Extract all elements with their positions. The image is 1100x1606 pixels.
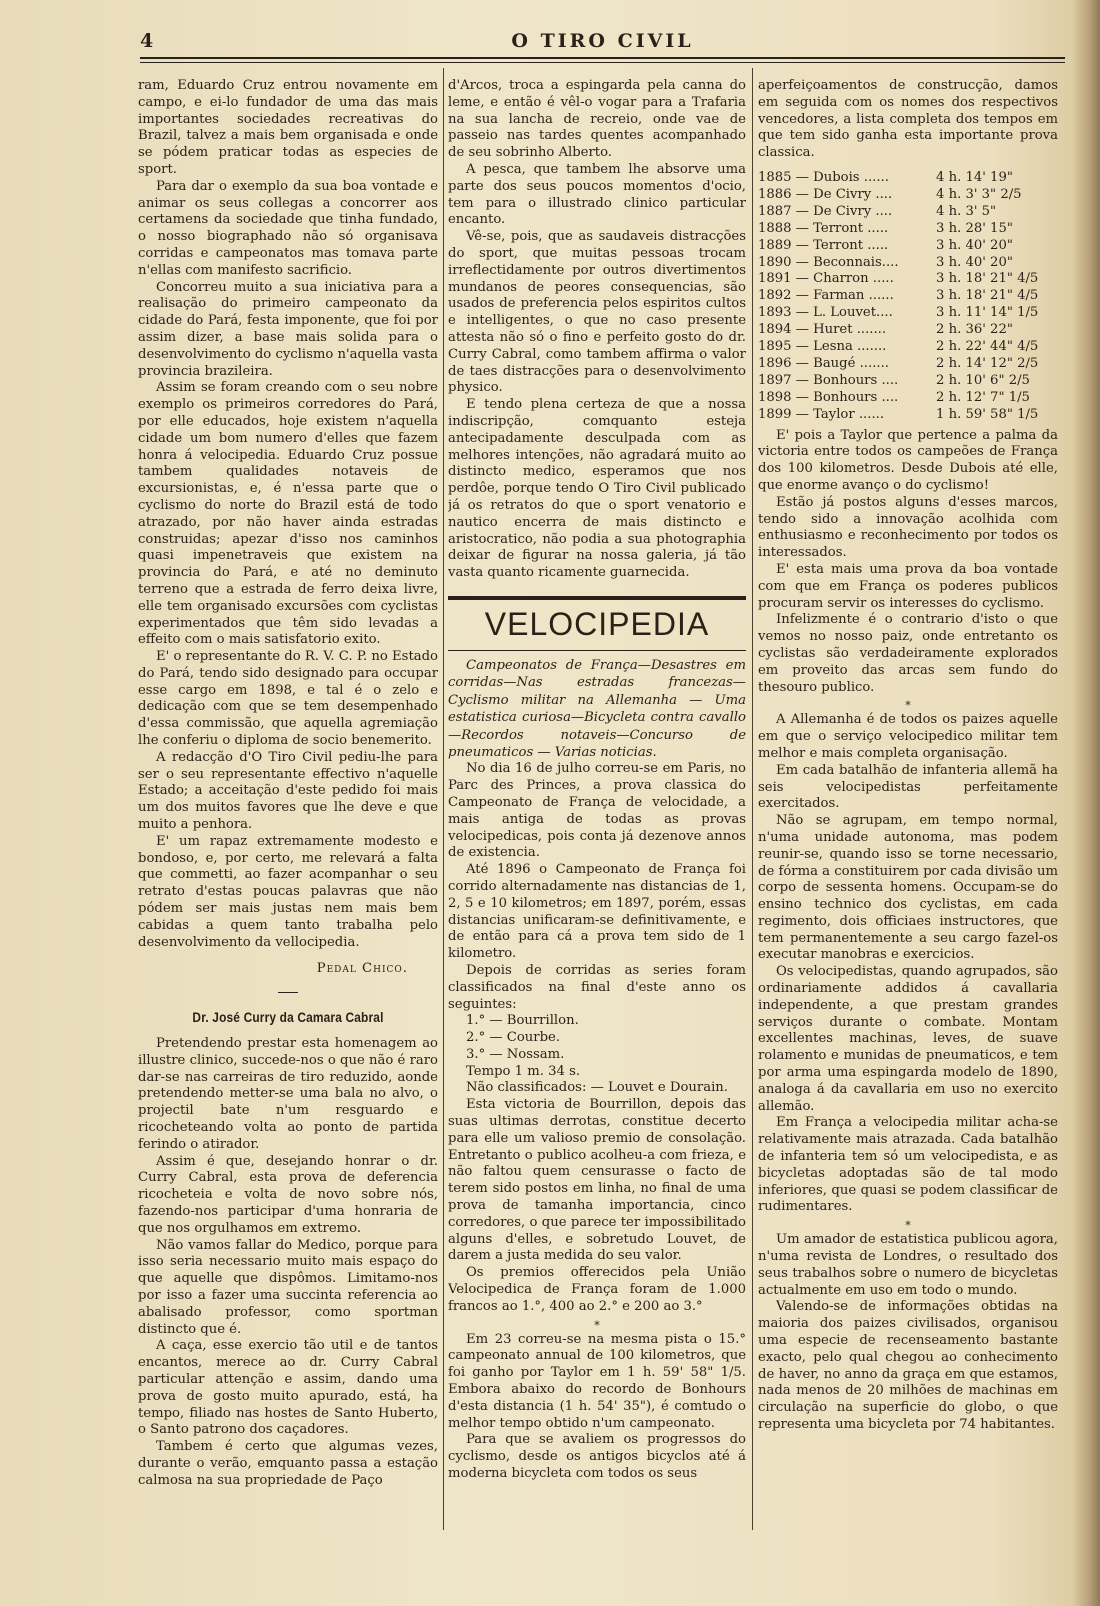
paragraph: Pretendendo prestar esta homenagem ao illustre clinico, succede-nos o que não é raro dar-se nas carreiras de tiro reduzido, aonde pretendendo metter-se uma bala no alvo, o projectil bate n'um resguardo e ricocheteando volta ao ponto de partida ferindo o atirador.: [138, 1036, 438, 1152]
table-row: [758, 373, 1058, 390]
column-divider: [443, 68, 444, 1530]
column-right: [758, 78, 1058, 1578]
table-row: [758, 390, 1058, 407]
result-year-winner: 1894 — Huret .......: [758, 322, 887, 338]
result-time: 3 h. 18' 21" 4/5: [936, 288, 1039, 304]
paragraph: Para dar o exemplo da sua boa vontade e animar os seus collegas a concorrer aos certamens da sociedade que tinha fundado, o nosso biographado não só organisava corridas e campeonatos mas tomava parte n'ellas com manifesto sacrificio.: [138, 178, 438, 278]
paragraph: Assim se foram creando com o seu nobre exemplo os primeiros corredores do Pará, por elle educados, hoje existem n'aquella cidade um bom numero d'elles que fazem honra á velocipedia. Eduardo Cruz possue tambem qualidades notaveis de excursionistas, e, é n'essa parte que o cyclismo do norte do Brazil está de todo atrazado, por não haver ainda estradas construidas; apezar d'isso nos caminhos quasi impenetraveis que existem na provincia do Pará, e até no deminuto terreno que a estrada de ferro deixa livre, elle tem organisado excursões com cyclistas experimentados que têm sido levadas a effeito com o mais satisfatorio exito.: [138, 380, 438, 648]
result-year-winner: 1886 — De Civry ....: [758, 186, 893, 202]
paragraph: d'Arcos, troca a espingarda pela canna do leme, e então é vêl-o vogar para a Trafaria na sua lancha de recreio, onde vae de passeio nas tardes quentes acompanhado de seu sobrinho Alberto.: [448, 78, 746, 161]
paragraph: Não se agrupam, em tempo normal, n'uma unidade autonoma, mas podem reunir-se, quando isso se torne necessario, de fórma a constituirem por cada divisão um corpo de sessenta homens. Occupam-se do ensino technico dos cyclistas, em cada regimento, dois officiaes instructores, que tem permanentemente a seu cargo fazel-os executar manobras e exercicios.: [758, 813, 1058, 963]
column-divider: [752, 68, 753, 1530]
table-row: [758, 407, 1058, 424]
list-item: 2.° — Courbe.: [466, 1030, 561, 1046]
paragraph: Em cada batalhão de infanteria allemã ha seis velocipedistas perfeitamente exercitados.: [758, 762, 1058, 812]
table-row: [758, 305, 1058, 322]
table-row: [758, 221, 1058, 238]
table-row: [758, 238, 1058, 255]
result-year-winner: 1887 — De Civry ....: [758, 203, 893, 219]
table-row: [758, 356, 1058, 373]
result-year-winner: 1891 — Charron .....: [758, 271, 894, 287]
paragraph: aperfeiçoamentos de construcção, damos em seguida com os nomes dos respectivos vencedores, a lista completa dos tempos em que tem sido ganha esta importante prova classica.: [758, 78, 1058, 161]
paragraph: Não vamos fallar do Medico, porque para isso seria necessario muito mais espaço do que aquelle que dispômos. Limitamo-nos por isso a fazer uma succinta referencia ao abalisado professor, como sportman distincto que é.: [138, 1237, 438, 1337]
section-asterisk: *: [905, 1219, 911, 1233]
result-year-winner: 1890 — Beconnais....: [758, 254, 899, 270]
result-year-winner: 1885 — Dubois ......: [758, 169, 889, 185]
paragraph: A Allemanha é de todos os paizes aquelle em que o serviço velocipedico militar tem melhor e mais completa organisação.: [758, 712, 1058, 761]
paragraph: A caça, esse exercio tão util e de tantos encantos, merece ao dr. Curry Cabral particular attenção e assim, dando uma prova de gosto muito apurado, está, ha tempo, filiado nas hostes de Santo Huberto, o Santo patrono dos caçadores.: [138, 1338, 438, 1438]
page-header: [140, 30, 1065, 54]
section-rule-thick: [448, 596, 746, 600]
author-signature: Pedal Chico.: [316, 961, 408, 977]
result-time: 2 h. 36' 22": [936, 322, 1013, 338]
result-time: 2 h. 10' 6" 2/5: [936, 372, 1030, 388]
table-row: [758, 339, 1058, 356]
result-time: 3 h. 18' 21" 4/5: [936, 271, 1039, 287]
journal-title: O TIRO CIVIL: [511, 30, 694, 52]
paragraph: Tambem é certo que algumas vezes, durante o verão, emquanto passa a estação calmosa na sua propriedade de Paço: [138, 1439, 438, 1488]
paragraph: Até 1896 o Campeonato de França foi corrido alternadamente nas distancias de 1, 2, 5 e 10 kilometros; em 1897, porém, essas distancias unificaram-se definitivamente, e de então para cá a prova tem sido de 1 kilometro.: [448, 862, 746, 962]
result-time: 3 h. 40' 20": [936, 237, 1013, 253]
page-binding-shadow: [1072, 0, 1100, 1606]
result-year-winner: 1895 — Lesna .......: [758, 339, 887, 355]
table-row: [758, 204, 1058, 221]
result-year-winner: 1898 — Bonhours ....: [758, 389, 899, 405]
result-year-winner: 1893 — L. Louvet....: [758, 305, 893, 321]
result-time: 4 h. 3' 5": [936, 203, 997, 219]
paragraph: E' um rapaz extremamente modesto e bondoso, e, por certo, me relevará a falta que commetti, ao fazer acompanhar o seu retrato d'estas poucas palavras que não pódem ser mais justas nem mais bem cabidas a quem tanto trabalha pelo desenvolvimento da vellocipedia.: [138, 833, 438, 950]
table-row: [758, 255, 1058, 272]
section-asterisk: *: [594, 1318, 600, 1332]
list-item: 1.° — Bourrillon.: [466, 1013, 579, 1029]
result-time: 2 h. 22' 44" 4/5: [936, 339, 1039, 355]
list-item: Tempo 1 m. 34 s.: [466, 1063, 581, 1079]
table-row: [758, 271, 1058, 288]
result-year-winner: 1892 — Farman ......: [758, 288, 894, 304]
result-time: 4 h. 3' 3" 2/5: [936, 186, 1022, 202]
table-row: [758, 170, 1058, 187]
column-left: [138, 78, 438, 1578]
paragraph: ram, Eduardo Cruz entrou novamente em campo, e ei-lo fundador de uma das mais importantes sociedades recreativas do Brazil, talvez a mais bem organisada e onde se pódem praticar todas as especies de sport.: [138, 78, 438, 177]
paragraph: Estão já postos alguns d'esses marcos, tendo sido a innovação acolhida com enthusiasmo e reconhecimento por todos os interessados.: [758, 494, 1058, 561]
result-year-winner: 1896 — Baugé .......: [758, 355, 889, 371]
result-year-winner: 1889 — Terront .....: [758, 237, 889, 253]
paragraph: Em França a velocipedia militar acha-se relativamente mais atrazada. Cada batalhão de infanteria tem só um velocipedista, e as bicycletas adoptadas são de tal modo inferiores, que quasi se podem classificar de rudimentares.: [758, 1115, 1058, 1215]
paragraph: E' o representante do R. V. C. P. no Estado do Pará, tendo sido designado para occupar esse cargo em 1898, e tal é o zelo e dedicação com que se tem desempenhado d'essa commissão, que aquella agremiação lhe conferiu o diploma de socio benemerito.: [138, 649, 438, 749]
paragraph: Infelizmente é o contrario d'isto o que vemos no nosso paiz, onde entretanto os cyclistas são verdadeiramente explorados em proveito das arcas sem fundo do thesouro publico.: [758, 612, 1058, 695]
list-item: Não classificados: — Louvet e Dourain.: [466, 1080, 728, 1096]
paragraph: Assim é que, desejando honrar o dr. Curry Cabral, esta prova de deferencia ricocheteia e volta de novo sobre nós, fazendo-nos participar d'uma honraria de que nos orgulhamos em extremo.: [138, 1153, 438, 1236]
result-time: 4 h. 14' 19": [936, 169, 1013, 185]
paragraph: E' pois a Taylor que pertence a palma da victoria entre todos os campeões de França dos 100 kilometros. Desde Dubois até elle, que enorme avanço o do cyclismo!: [758, 427, 1058, 493]
paragraph: Esta victoria de Bourrillon, depois das suas ultimas derrotas, constitue decerto para elle um valioso premio de consolação. Entretanto o publico acolheu-a com frieza, e não faltou quem censurasse o facto de terem sido postos em linha, no final de uma prova de tamanha importancia, cinco corredores, o que parece ter impossibilitado alguns d'elles, e sobretudo Louvet, de darem a justa medida do seu valor.: [448, 1097, 746, 1264]
section-title-velocipedia: VELOCIPEDIA: [484, 605, 710, 642]
header-rule: [140, 57, 1065, 59]
list-item: 3.° — Nossam.: [466, 1046, 565, 1062]
paragraph: Os velocipedistas, quando agrupados, são ordinariamente addidos á cavallaria independente, a que prestam grandes serviços durante o combate. Montam excellentes machinas, leves, de suave rolamento e munidas de pneumaticos, e tem por arma uma espingarda modelo de 1890, analoga á da cavallaria em uso no exercito allemão.: [758, 964, 1058, 1114]
result-time: 1 h. 59' 58" 1/5: [936, 406, 1039, 422]
table-row: [758, 322, 1058, 339]
section-separator: [278, 992, 298, 993]
paragraph: Concorreu muito a sua iniciativa para a realisação do primeiro campeonato da cidade do Pará, festa imponente, que foi por assim dizer, a base mais solida para o desenvolvimento do cyclismo n'aquella vasta provincia brazileira.: [138, 279, 438, 379]
result-year-winner: 1897 — Bonhours ....: [758, 372, 899, 388]
paragraph: Vê-se, pois, que as saudaveis distracções do sport, que muitas pessoas trocam irreflectidamente por outros divertimentos mundanos de peores consequencias, são usados de preferencia pelos espiritos cultos e intelligentes, o que no caso presente attesta não só o fino e perfeito gosto do dr. Curry Cabral, como tambem affirma o valor de taes distracções para o desenvolvimento physico.: [448, 229, 746, 396]
page-number: 4: [140, 30, 154, 52]
table-row: [758, 187, 1058, 204]
paragraph: Depois de corridas as series foram classificados na final d'este anno os seguintes:: [448, 962, 746, 1012]
section-summary: Campeonatos de França—Desastres em corridas—Nas estradas francezas—Cyclismo militar na Allemanha — Uma estatistica curiosa—Bicycleta contra cavallo—Recordos notaveis—Concurso de pneumaticos — Varias noticias.: [448, 650, 746, 761]
paragraph: Os premios offerecidos pela União Velocipedica de França foram de 1.000 francos ao 1.°, 400 ao 2.° e 200 ao 3.°: [448, 1265, 746, 1314]
paragraph: Um amador de estatistica publicou agora, n'uma revista de Londres, o resultado dos seus trabalhos sobre o numero de bicycletas actualmente em uso em todo o mundo.: [758, 1232, 1058, 1298]
paragraph: A redacção d'O Tiro Civil pediu-lhe para ser o seu representante effectivo n'aquelle Estado; a acceitação d'este pedido foi mais um dos muitos favores que lhe deve e que muito a penhora.: [138, 749, 438, 833]
column-middle: [448, 78, 746, 1578]
article-title: Dr. José Curry da Camara Cabral: [192, 1009, 384, 1026]
result-time: 2 h. 14' 12" 2/5: [936, 355, 1039, 371]
table-row: [758, 288, 1058, 305]
paragraph: A pesca, que tambem lhe absorve uma parte dos seus poucos momentos d'ocio, tem para o illustrado clinico particular encanto.: [448, 161, 746, 228]
paragraph: E' esta mais uma prova da boa vontade com que em França os poderes publicos procuram servir os interesses do cyclismo.: [758, 561, 1058, 611]
paragraph: No dia 16 de julho correu-se em Paris, no Parc des Princes, a prova classica do Campeonato de França de velocidade, a mais antiga de todas as provas velocipedicas, pois conta já dezenove annos de existencia.: [448, 761, 746, 861]
section-asterisk: *: [905, 699, 911, 713]
result-year-winner: 1888 — Terront .....: [758, 220, 889, 236]
results-table: [758, 170, 1058, 424]
result-time: 3 h. 40' 20": [936, 254, 1013, 270]
result-time: 3 h. 11' 14" 1/5: [936, 305, 1039, 321]
result-time: 2 h. 12' 7" 1/5: [936, 389, 1030, 405]
paragraph: Valendo-se de informações obtidas na maioria dos paizes civilisados, organisou uma especie de recenseamento bastante exacto, pelo qual chegou ao conhecimento de haver, no anno da graça em que estamos, nada menos de 20 milhões de machinas em circulação na superficie do globo, o que representa uma bicycleta por 74 habitantes.: [758, 1299, 1058, 1432]
header-rule-thin: [140, 62, 1065, 63]
paragraph: Para que se avaliem os progressos do cyclismo, desde os antigos bicyclos até á moderna bicycleta com todos os seus: [448, 1432, 746, 1482]
paragraph: Em 23 correu-se na mesma pista o 15.° campeonato annual de 100 kilometros, que foi ganho por Taylor em 1 h. 59' 58" 1/5. Embora abaixo do recordo de Bonhours d'esta distancia (1 h. 54' 35"), é comtudo o melhor tempo obtido n'um campeonato.: [448, 1331, 746, 1431]
result-time: 3 h. 28' 15": [936, 220, 1013, 236]
paragraph: E tendo plena certeza de que a nossa indiscripção, comquanto esteja antecipadamente desculpada com as melhores intenções, não agradará muito ao distincto medico, esperamos que nos perdôe, porque tendo O Tiro Civil publicado já os retratos do que o sport venatorio e nautico encerra de mais distincto e aristocratico, não podia a sua photographia deixar de figurar na nossa galeria, já tão vasta quanto ricamente guarnecida.: [448, 397, 746, 581]
result-year-winner: 1899 — Taylor ......: [758, 406, 885, 422]
